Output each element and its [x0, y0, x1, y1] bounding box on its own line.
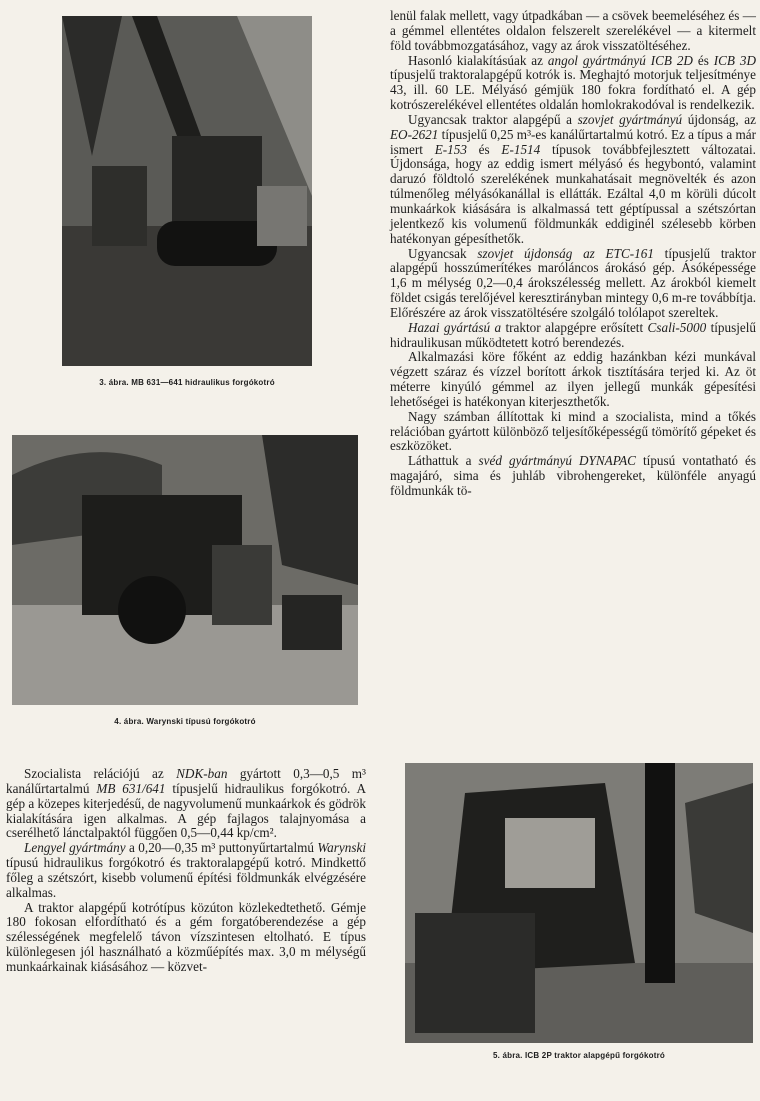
- paragraph: Nagy számban állítottak ki mind a szocialista, mind a tőkés relációban gyártott különböző teljesítőképességű tömörítő gépeket és eszközöket.: [390, 408, 756, 454]
- paragraph: Szocialista relációjú az NDK-ban gyártott 0,3—0,5 m³ kanálűrtartalmú MB 631/641 típusjelű hidraulikus forgókotró. A gép a közepes kiterjedésű, de nagyvolumenű munkaárkok és gödrök kialakítására igen alkalmas. A gép fajlagos talajnyomása a cserélhető lánctalpaktól függően 0,5—0,44 kp/cm².: [6, 766, 366, 841]
- paragraph: Lengyel gyártmány a 0,20—0,35 m³ puttonyűrtartalmú Warynski típusú hidraulikus forgókotró és traktoralapgépű kotró. Mindkettő főleg a szétszórt, kisebb volumenű építési földmunkák elvégzésére alkalmas.: [6, 840, 366, 900]
- paragraph: Hazai gyártású a traktor alapgépre erősített Csali-5000 típusjelű hidraulikusan működtetett kotró berendezés.: [390, 319, 756, 350]
- photo-mb631-excavator: [62, 16, 312, 366]
- excavator-illustration: [12, 435, 358, 705]
- right-column-text: [390, 9, 756, 499]
- photo-icb2p-excavator: [405, 763, 753, 1043]
- excavator-illustration: [405, 763, 753, 1043]
- photo-warynski-excavator: [12, 435, 358, 705]
- left-column-text: [6, 767, 366, 975]
- figure-4-caption: 4. ábra. Warynski típusú forgókotró: [114, 717, 256, 726]
- figure-3: [42, 16, 322, 388]
- paragraph: Alkalmazási köre főként az eddig hazánkban kézi munkával végzett száraz és vízzel borított árkok tisztítására terjed ki. Az öt méterre kinyúló gémmel az ilyen jellegű munkák gépesítési lehetőségei is hatékonyan kiterjeszthetők.: [390, 349, 756, 409]
- figure-3-caption: 3. ábra. MB 631—641 hidraulikus forgókotró: [99, 378, 275, 387]
- figure-5-caption: 5. ábra. ICB 2P traktor alapgépű forgókotró: [492, 1051, 666, 1060]
- paragraph: lenül falak mellett, vagy útpadkában — a csövek beemeléséhez és — a gémmel ellentétes oldalon felszerelt szerelékével — a kitermelt föld továbbmozgatásához, vagy az árok visszatöltéséhez.: [390, 8, 756, 53]
- paragraph: Hasonló kialakításúak az angol gyártmányú ICB 2D és ICB 3D típusjelű traktoralapgépű kotrók is. Meghajtó motorjuk teljesítménye 43, ill. 60 LE. Mélyásó gémjük 180 fokra fordítható el. A gép kotrószerelékével ellentétes oldalán homlokrakodóval is rendelkezik.: [390, 52, 756, 113]
- excavator-illustration: [62, 16, 312, 366]
- paragraph: Láthattuk a svéd gyártmányú DYNAPAC típusú vontatható és magajáró, sima és juhláb vibrohengereket, különféle anyagú földmunkák tö-: [390, 453, 757, 498]
- paragraph: A traktor alapgépű kotrótípus közúton közlekedtethető. Gémje 180 fokosan elfordítható és a gém forgatóberendezése a gép szélességének megfelelő távon vízszintesen eltolható. E típus különlegesen jól használható a közműépítés max. 3,0 m mélységű munkaárkainak kiásásához — közvet-: [6, 899, 366, 974]
- paragraph: Ugyancsak szovjet újdonság az ETC-161 típusjelű traktor alapgépű hosszúmerítékes maróláncos árokásó gép. Ásóképessége 1,6 m mélység 0,2—0,4 árokszélesség mellett. Az árokból kiemelt földet csigás terelőjével keresztirányban mintegy 0,6 m-re továbbítja. Előrészére az árok visszatöltésére szolgáló tolólapot szereltek.: [390, 245, 756, 320]
- figure-5: [405, 763, 755, 1063]
- paragraph: Ugyancsak traktor alapgépű a szovjet gyártmányú újdonság, az EO-2621 típusjelű 0,25 m³-es kanálűrtartalmú kotró. Ez a típus a már ismert E-153 és E-1514 típusok továbbfejlesztett változatai. Újdonsága, hogy az eddig ismert mélyásó és hegybontó, valamint daruzó földtoló szerelékének munkahatásait megnövelték és azon túlmenőleg mélyásókanállal is ellátták. Ezáltal 4,0 m körüli dúcolt munkaárkok kiásására is alkalmassá tett géptípussal a szétszórtan jelentkező kis volumenű földmunkák eddiginél szélesebb körben hatékonyan gépesíthetők.: [390, 111, 756, 246]
- figure-4: [12, 435, 362, 735]
